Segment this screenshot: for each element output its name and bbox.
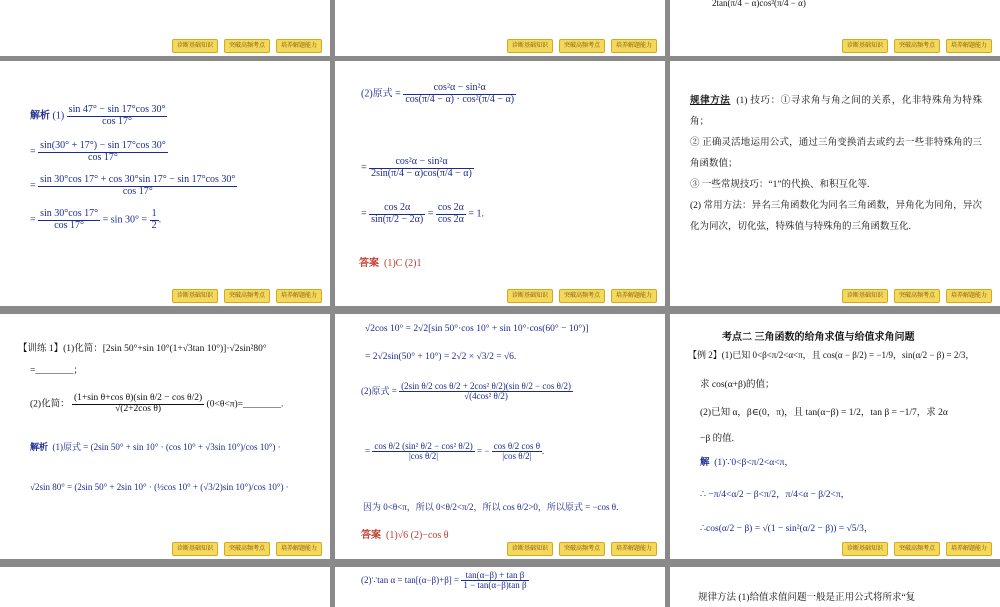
fraction: $\frac{\text{(1+sin θ+cos θ)(sin θ/2 − cos θ/2)}}{\text{√(2+2cos θ)}}$ [73, 393, 203, 414]
answer-line [361, 526, 449, 541]
part-number: (1) [52, 110, 65, 122]
footer-tab-topics[interactable]: 突破高频考点 [559, 542, 605, 556]
solution-line-3: = $\frac{\cos 2\alpha}{\sin(\pi/2 - 2\alpha)}$ = $\frac{\cos 2\alpha}{\cos 2\alpha}$ = 1. [361, 202, 485, 225]
fraction: $\frac{\text{cos θ/2 cos θ}}{\text{|cos θ/2|}}$ [493, 441, 541, 462]
solution-line-1: √2cos 10° = 2√2[sin 50°·cos 10° + sin 10°·cos(60° − 10°)] [365, 324, 589, 334]
solution-line-2: = 2√2sin(50° + 10°) = 2√2 × √3/2 = √6. [365, 352, 517, 362]
example-solution-2: ∴ −π/4<α/2 − β<π/2，π/4<α − β/2<π， [700, 490, 851, 500]
slide-top-right [670, 0, 1000, 56]
slide-footer [507, 289, 657, 303]
footer-tab-basics[interactable]: 诊断基础知识 [172, 542, 218, 556]
method-point-4: (2) 常用方法：异名三角函数化为同名三角函数，异角化为同角，异次化为同次，切化弦，特殊值与特殊角的三角函数互化. [690, 201, 982, 232]
example-solution-3: ∴cos(α/2 − β) = √(1 − sin²(α/2 − β)) = √5/3， [700, 524, 874, 534]
example-line-1: 【例 2】(1)已知 0<β<π/2<α<π，且 cos(α − β/2) = −1/9，sin(α/2 − β) = 2/3， [688, 350, 975, 360]
slide-solution-2 [335, 61, 665, 306]
footer-tab-topics[interactable]: 突破高频考点 [224, 39, 270, 53]
footer-tab-basics[interactable]: 诊断基础知识 [507, 542, 553, 556]
slide-exercise-1 [0, 314, 330, 559]
answer-label: 答案 [361, 530, 381, 541]
solution-line-3: (2)原式 = $\frac{\text{(2sin θ/2 cos θ/2 + 2cos² θ/2)(sin θ/2 − cos θ/2)}}{\text{√(4cos² θ/2)}}$ [361, 381, 571, 402]
footer-tab-ability[interactable]: 培养解题能力 [946, 289, 992, 303]
solution-line-1: (2)原式 = $\frac{\text{cos²α − sin²α}}{\text{cos(π/4 − α) · cos²(π/4 − α)}}$ [361, 82, 515, 105]
method-point-1: (1) 技巧：①寻求角与角之间的关系，化非特殊角为特殊角； [690, 96, 983, 127]
method-point-2: ② 正确灵活地运用公式，通过三角变换消去或约去一些非特殊角的三角函数值； [690, 138, 982, 169]
answer-text: (1)C (2)1 [384, 258, 422, 269]
footer-tab-ability[interactable]: 培养解题能力 [611, 39, 657, 53]
fraction: $\frac{\text{cos²α − sin²α}}{2\sin(\pi/4 - \alpha)\cos(\pi/4 - \alpha)}$ [371, 156, 472, 179]
slide-bottom-right [670, 567, 1000, 607]
slide-footer [172, 39, 322, 53]
solution-line-5: 因为 0<θ<π，所以 0<θ/2<π/2，所以 cos θ/2>0，所以原式 = −cos θ. [363, 502, 619, 512]
answer-line [359, 254, 422, 269]
fraction: $\frac{\cos 2\alpha}{\sin(\pi/2 - 2\alpha)}$ [371, 202, 424, 225]
slide-exercise-solution [335, 314, 665, 559]
footer-tab-topics[interactable]: 突破高频考点 [894, 289, 940, 303]
solution-label: 解 [700, 458, 710, 468]
fraction: $\frac{1}{2}$ [151, 208, 157, 231]
fraction: $\frac{\sin 47^\circ - \sin 17^\circ\cos 30^\circ}{\cos 17^\circ}$ [68, 104, 166, 127]
method-title: 规律方法 [690, 96, 731, 106]
method-point-3: ③ 一些常规技巧：“1”的代换、和积互化等. [690, 180, 870, 190]
method-text [690, 91, 982, 238]
slide-top-left [0, 0, 330, 56]
slide-example-2 [670, 314, 1000, 559]
slide-footer [172, 542, 322, 556]
footer-tab-ability[interactable]: 培养解题能力 [611, 289, 657, 303]
fraction: $\frac{\text{cos θ/2 (sin² θ/2 − cos² θ/2)}}{\text{|cos θ/2|}}$ [374, 441, 473, 462]
footer-tab-basics[interactable]: 诊断基础知识 [172, 289, 218, 303]
slide-top-middle [335, 0, 665, 56]
footer-tab-topics[interactable]: 突破高频考点 [559, 289, 605, 303]
footer-tab-basics[interactable]: 诊断基础知识 [507, 39, 553, 53]
footer-tab-ability[interactable]: 培养解题能力 [276, 39, 322, 53]
solution-line-1: (2)∵tan α = tan[(α−β)+β] = $\frac{\text{tan(α−β) + tan β}}{\text{1 − tan(α−β)tan β}}$ [361, 570, 527, 591]
footer-tab-basics[interactable]: 诊断基础知识 [842, 39, 888, 53]
solution-line-3: = $\frac{\sin 30^\circ\cos 17^\circ + \cos 30^\circ\sin 17^\circ - \sin 17^\circ\cos 30^\circ}{\cos 17^\circ}$ [30, 174, 236, 197]
solution-label: 解析 [30, 442, 49, 452]
slide-footer [507, 39, 657, 53]
formula-fragment: 2tan(π/4 − α)cos²(π/4 − α) [712, 0, 806, 8]
footer-tab-basics[interactable]: 诊断基础知识 [842, 289, 888, 303]
footer-tab-basics[interactable]: 诊断基础知识 [172, 39, 218, 53]
solution-label: 解析 [30, 110, 50, 122]
footer-tab-ability[interactable]: 培养解题能力 [276, 542, 322, 556]
slide-footer [842, 542, 992, 556]
footer-tab-topics[interactable]: 突破高频考点 [224, 289, 270, 303]
example-solution-1: 解 (1)∵0<β<π/2<α<π， [700, 458, 794, 468]
solution-line-1 [30, 105, 167, 127]
exercise-solution-1: 解析 (1)原式 = (2sin 50° + sin 10° · (cos 10° + √3sin 10°)/cos 10°) · [30, 442, 281, 452]
answer-label: 答案 [359, 258, 379, 269]
slide-footer [507, 542, 657, 556]
solution-line-4: = $\frac{\text{cos θ/2 (sin² θ/2 − cos² θ/2)}}{\text{|cos θ/2|}}$ = − $\frac{\text{cos θ/2 cos θ}}{\text{|cos θ/2|}}$ . [365, 441, 545, 462]
footer-tab-ability[interactable]: 培养解题能力 [946, 542, 992, 556]
exercise-solution-2: √2sin 80° = (2sin 50° + 2sin 10° · (½cos 10° + (√3/2)sin 10°)/cos 10°) · [30, 482, 289, 492]
example-line-2: 求 cos(α+β)的值； [700, 380, 775, 390]
footer-tab-topics[interactable]: 突破高频考点 [224, 542, 270, 556]
fraction: $\frac{\cos 2\alpha}{\cos 2\alpha}$ [437, 202, 464, 225]
section-title: 考点二 三角函数的给角求值与给值求角问题 [722, 332, 915, 343]
fraction: $\frac{\sin 30^\circ\cos 17^\circ + \cos 30^\circ\sin 17^\circ - \sin 17^\circ\cos 30^\circ}{\cos 17^\circ}$ [40, 174, 236, 197]
footer-tab-ability[interactable]: 培养解题能力 [276, 289, 322, 303]
footer-tab-topics[interactable]: 突破高频考点 [894, 542, 940, 556]
exercise-line-3: (2)化简： $\frac{\text{(1+sin θ+cos θ)(sin θ/2 − cos θ/2)}}{\text{√(2+2cos θ)}}$ (0<θ<π)=________. [30, 393, 284, 414]
footer-tab-basics[interactable]: 诊断基础知识 [507, 289, 553, 303]
fraction: $\frac{\text{tan(α−β) + tan β}}{\text{1 − tan(α−β)tan β}}$ [463, 570, 527, 591]
method-fragment: 规律方法 (1)给值求值问题一般是正用公式将所求“复 [698, 593, 916, 603]
footer-tab-ability[interactable]: 培养解题能力 [611, 542, 657, 556]
footer-tab-basics[interactable]: 诊断基础知识 [842, 542, 888, 556]
exercise-line-1: 【训练 1】(1)化简：[2sin 50°+sin 10°(1+√3tan 10°)]·√2sin²80° [18, 344, 267, 354]
answer-text: (1)√6 (2)−cos θ [386, 530, 449, 541]
slide-footer [172, 289, 322, 303]
slide-footer [842, 39, 992, 53]
slide-footer [842, 289, 992, 303]
footer-tab-ability[interactable]: 培养解题能力 [946, 39, 992, 53]
fraction: $\frac{\text{(2sin θ/2 cos θ/2 + 2cos² θ/2)(sin θ/2 − cos θ/2)}}{\text{√(4cos² θ/2)}}$ [401, 381, 571, 402]
fraction: $\frac{\sin(30^\circ + 17^\circ) - \sin 17^\circ\cos 30^\circ}{\cos 17^\circ}$ [40, 140, 166, 163]
solution-line-2: = $\frac{\sin(30^\circ + 17^\circ) - \sin 17^\circ\cos 30^\circ}{\cos 17^\circ}$ [30, 140, 166, 163]
example-line-3: (2)已知 α，β∈(0，π)，且 tan(α−β) = 1/2，tan β = −1/7，求 2α [700, 408, 948, 418]
solution-line-4: = $\frac{\sin 30^\circ\cos 17^\circ}{\cos 17^\circ}$ = sin 30° = $\frac{1}{2}$ . [30, 208, 162, 231]
slide-bottom-left [0, 567, 330, 607]
solution-line-2: = $\frac{\text{cos²α − sin²α}}{2\sin(\pi/4 - \alpha)\cos(\pi/4 - \alpha)}$ [361, 156, 472, 179]
example-line-4: −β 的值. [700, 434, 734, 444]
footer-tab-topics[interactable]: 突破高频考点 [559, 39, 605, 53]
slide-solution-1 [0, 61, 330, 306]
slide-method-summary [670, 61, 1000, 306]
exercise-line-2: =________； [30, 366, 83, 376]
fraction: $\frac{\text{cos²α − sin²α}}{\text{cos(π/4 − α) · cos²(π/4 − α)}}$ [405, 82, 515, 105]
footer-tab-topics[interactable]: 突破高频考点 [894, 39, 940, 53]
fraction: $\frac{\sin 30^\circ\cos 17^\circ}{\cos 17^\circ}$ [40, 208, 99, 231]
slide-bottom-middle [335, 567, 665, 607]
